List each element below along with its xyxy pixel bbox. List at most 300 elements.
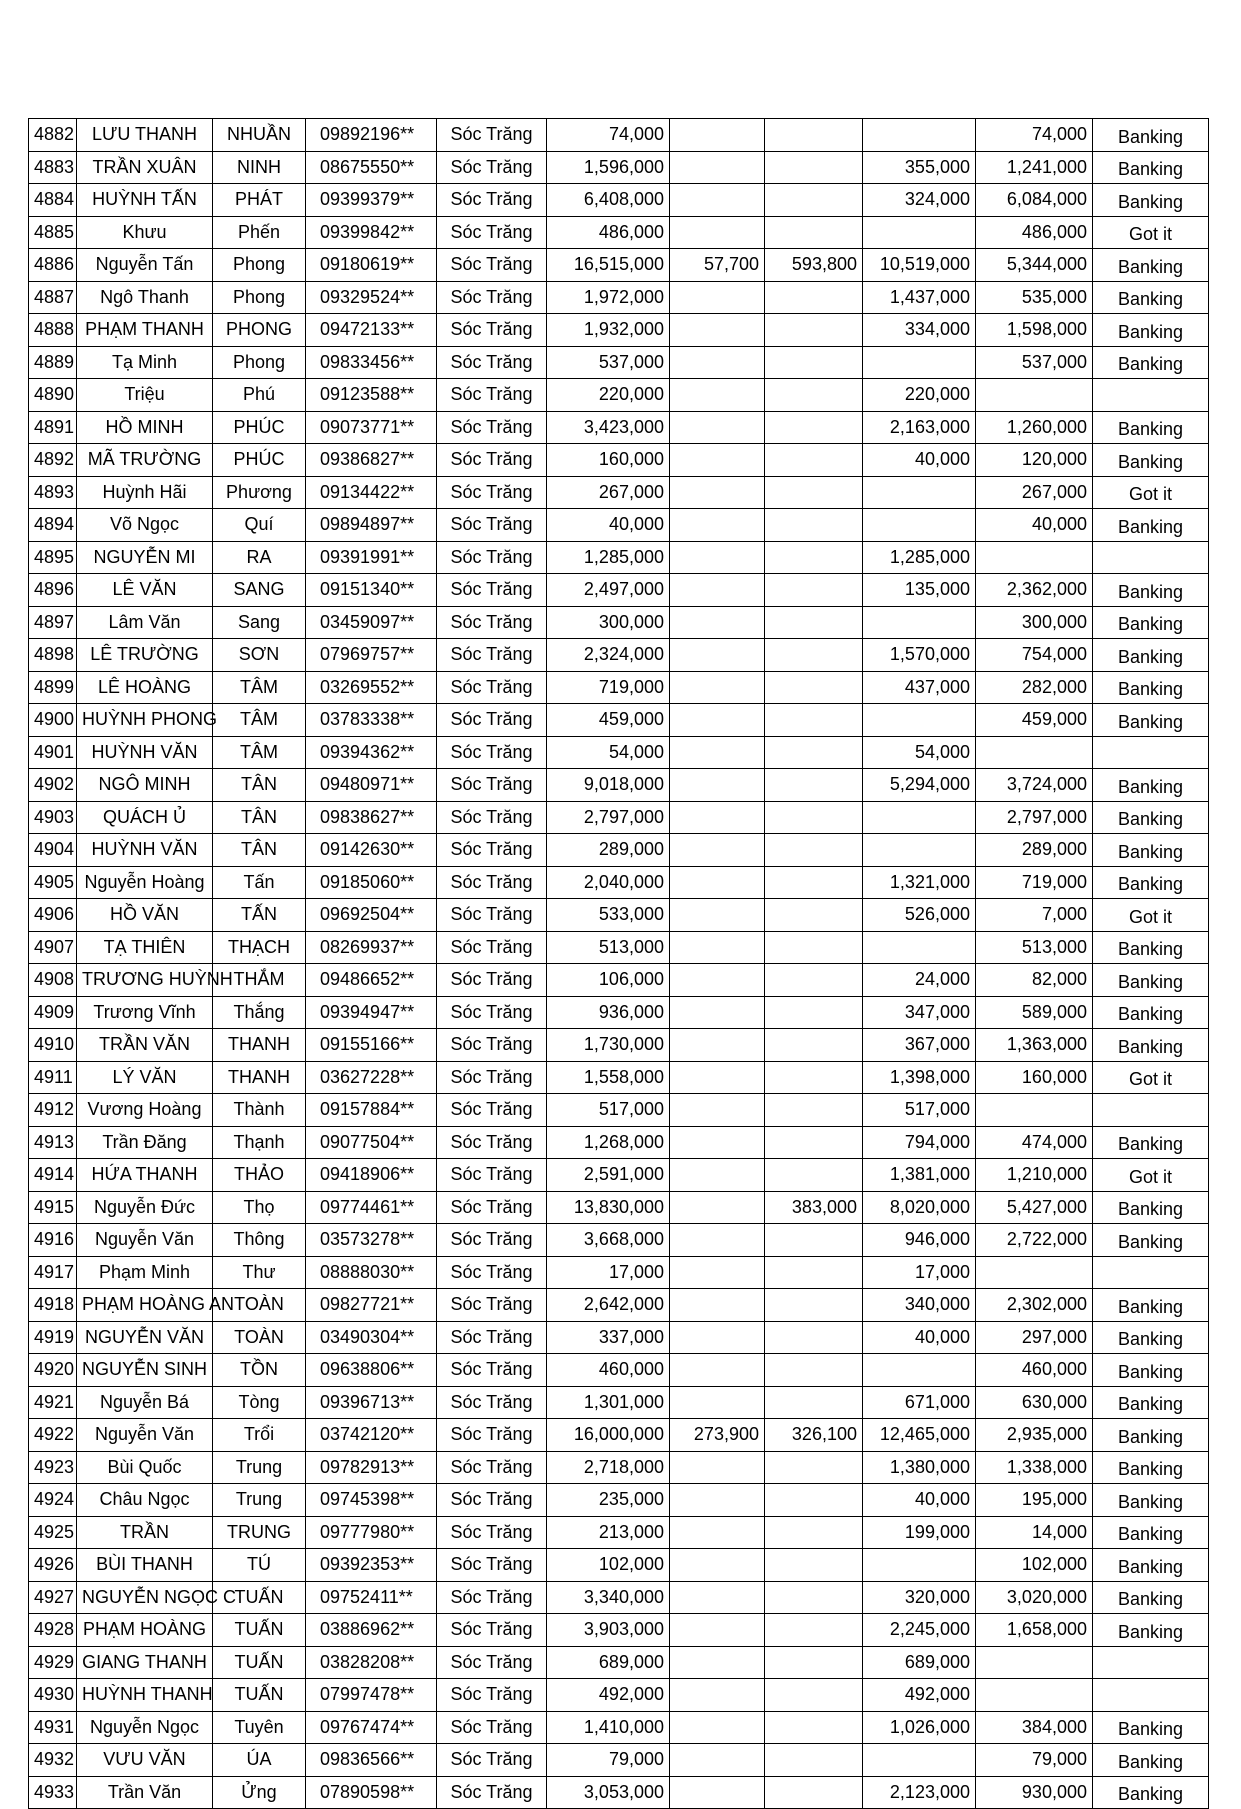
table-row (29, 931, 1209, 964)
given-name-cell: Thông (213, 1224, 306, 1257)
amount-col1-cell (670, 1321, 765, 1354)
amount-col1-cell (670, 1614, 765, 1647)
row-number-cell: 4891 (29, 411, 77, 444)
amount-col1-cell (670, 346, 765, 379)
payment-method-cell: Banking (1093, 249, 1209, 282)
amount-col3-cell: 40,000 (863, 1321, 976, 1354)
payment-method-cell: Banking (1093, 801, 1209, 834)
amount-col3-cell: 220,000 (863, 379, 976, 412)
amount-col3-cell: 1,437,000 (863, 281, 976, 314)
province-cell: Sóc Trăng (437, 1256, 547, 1289)
surname-cell: HUỲNH VĂN (77, 834, 213, 867)
payment-method-cell: Banking (1093, 1029, 1209, 1062)
payment-method-cell: Banking (1093, 1354, 1209, 1387)
amount-col4-cell: 300,000 (976, 606, 1093, 639)
table-row (29, 639, 1209, 672)
total-amount-cell: 17,000 (547, 1256, 670, 1289)
given-name-cell: NHUẦN (213, 119, 306, 152)
province-cell: Sóc Trăng (437, 899, 547, 932)
amount-col1-cell (670, 281, 765, 314)
row-number-cell: 4896 (29, 574, 77, 607)
surname-cell: Trần Đăng (77, 1126, 213, 1159)
amount-col1-cell (670, 151, 765, 184)
province-cell: Sóc Trăng (437, 1614, 547, 1647)
row-number-cell: 4915 (29, 1191, 77, 1224)
given-name-cell: TÚ (213, 1549, 306, 1582)
given-name-cell: Trổi (213, 1419, 306, 1452)
total-amount-cell: 235,000 (547, 1484, 670, 1517)
payment-method-cell: Got it (1093, 216, 1209, 249)
amount-col4-cell: 535,000 (976, 281, 1093, 314)
amount-col2-cell (765, 1679, 863, 1712)
phone-cell: 08269937** (306, 931, 437, 964)
amount-col1-cell (670, 314, 765, 347)
province-cell: Sóc Trăng (437, 801, 547, 834)
given-name-cell: TÂM (213, 704, 306, 737)
phone-cell: 08888030** (306, 1256, 437, 1289)
province-cell: Sóc Trăng (437, 769, 547, 802)
phone-cell: 09838627** (306, 801, 437, 834)
province-cell: Sóc Trăng (437, 1224, 547, 1257)
province-cell: Sóc Trăng (437, 1451, 547, 1484)
amount-col2-cell (765, 671, 863, 704)
given-name-cell: Phương (213, 476, 306, 509)
payment-table (28, 118, 1209, 1809)
total-amount-cell: 3,423,000 (547, 411, 670, 444)
phone-cell: 09134422** (306, 476, 437, 509)
amount-col1-cell (670, 1744, 765, 1777)
province-cell: Sóc Trăng (437, 574, 547, 607)
payment-method-cell: Banking (1093, 509, 1209, 542)
amount-col3-cell: 8,020,000 (863, 1191, 976, 1224)
given-name-cell: Tuyên (213, 1711, 306, 1744)
amount-col4-cell (976, 1256, 1093, 1289)
total-amount-cell: 74,000 (547, 119, 670, 152)
row-number-cell: 4899 (29, 671, 77, 704)
amount-col2-cell (765, 281, 863, 314)
table-row (29, 1126, 1209, 1159)
amount-col2-cell (765, 1126, 863, 1159)
table-row (29, 1029, 1209, 1062)
amount-col3-cell: 1,570,000 (863, 639, 976, 672)
amount-col2-cell (765, 574, 863, 607)
phone-cell: 09752411** (306, 1581, 437, 1614)
amount-col3-cell: 1,285,000 (863, 541, 976, 574)
amount-col1-cell (670, 899, 765, 932)
payment-method-cell (1093, 1094, 1209, 1127)
total-amount-cell: 220,000 (547, 379, 670, 412)
row-number-cell: 4923 (29, 1451, 77, 1484)
amount-col2-cell (765, 1321, 863, 1354)
given-name-cell: PHÁT (213, 184, 306, 217)
amount-col2-cell (765, 1614, 863, 1647)
payment-method-cell: Banking (1093, 1321, 1209, 1354)
payment-method-cell: Banking (1093, 834, 1209, 867)
row-number-cell: 4912 (29, 1094, 77, 1127)
amount-col3-cell: 1,026,000 (863, 1711, 976, 1744)
surname-cell: Nguyễn Ngọc (77, 1711, 213, 1744)
amount-col4-cell: 102,000 (976, 1549, 1093, 1582)
amount-col1-cell (670, 1679, 765, 1712)
amount-col3-cell: 1,380,000 (863, 1451, 976, 1484)
province-cell: Sóc Trăng (437, 444, 547, 477)
total-amount-cell: 102,000 (547, 1549, 670, 1582)
phone-cell: 09892196** (306, 119, 437, 152)
phone-cell: 09180619** (306, 249, 437, 282)
province-cell: Sóc Trăng (437, 1386, 547, 1419)
row-number-cell: 4931 (29, 1711, 77, 1744)
payment-method-cell: Banking (1093, 346, 1209, 379)
total-amount-cell: 492,000 (547, 1679, 670, 1712)
amount-col1-cell (670, 476, 765, 509)
amount-col1-cell (670, 1516, 765, 1549)
table-row (29, 1679, 1209, 1712)
amount-col2-cell (765, 1744, 863, 1777)
payment-method-cell: Banking (1093, 1744, 1209, 1777)
phone-cell: 09480971** (306, 769, 437, 802)
amount-col2-cell: 326,100 (765, 1419, 863, 1452)
phone-cell: 09777980** (306, 1516, 437, 1549)
amount-col4-cell: 930,000 (976, 1776, 1093, 1809)
phone-cell: 09394362** (306, 736, 437, 769)
total-amount-cell: 486,000 (547, 216, 670, 249)
province-cell: Sóc Trăng (437, 314, 547, 347)
surname-cell: HUỲNH TẤN (77, 184, 213, 217)
amount-col4-cell: 3,724,000 (976, 769, 1093, 802)
row-number-cell: 4904 (29, 834, 77, 867)
province-cell: Sóc Trăng (437, 1711, 547, 1744)
amount-col4-cell: 2,302,000 (976, 1289, 1093, 1322)
phone-cell: 09399379** (306, 184, 437, 217)
province-cell: Sóc Trăng (437, 606, 547, 639)
amount-col3-cell (863, 704, 976, 737)
table-row (29, 314, 1209, 347)
amount-col4-cell: 79,000 (976, 1744, 1093, 1777)
amount-col2-cell (765, 1646, 863, 1679)
amount-col4-cell: 195,000 (976, 1484, 1093, 1517)
given-name-cell: Trung (213, 1484, 306, 1517)
amount-col1-cell: 273,900 (670, 1419, 765, 1452)
total-amount-cell: 1,558,000 (547, 1061, 670, 1094)
amount-col4-cell: 460,000 (976, 1354, 1093, 1387)
province-cell: Sóc Trăng (437, 704, 547, 737)
surname-cell: Khưu (77, 216, 213, 249)
row-number-cell: 4910 (29, 1029, 77, 1062)
amount-col4-cell: 289,000 (976, 834, 1093, 867)
province-cell: Sóc Trăng (437, 834, 547, 867)
surname-cell: TRẦN XUÂN (77, 151, 213, 184)
amount-col1-cell (670, 1646, 765, 1679)
amount-col3-cell (863, 346, 976, 379)
given-name-cell: SANG (213, 574, 306, 607)
total-amount-cell: 1,972,000 (547, 281, 670, 314)
amount-col3-cell: 1,381,000 (863, 1159, 976, 1192)
phone-cell: 09774461** (306, 1191, 437, 1224)
amount-col4-cell: 384,000 (976, 1711, 1093, 1744)
surname-cell: TRẦN (77, 1516, 213, 1549)
amount-col2-cell (765, 639, 863, 672)
amount-col3-cell (863, 834, 976, 867)
phone-cell: 03828208** (306, 1646, 437, 1679)
amount-col3-cell: 199,000 (863, 1516, 976, 1549)
surname-cell: TẠ THIÊN (77, 931, 213, 964)
row-number-cell: 4909 (29, 996, 77, 1029)
payment-method-cell: Banking (1093, 574, 1209, 607)
province-cell: Sóc Trăng (437, 1191, 547, 1224)
row-number-cell: 4932 (29, 1744, 77, 1777)
total-amount-cell: 106,000 (547, 964, 670, 997)
amount-col4-cell: 5,427,000 (976, 1191, 1093, 1224)
surname-cell: LÊ VĂN (77, 574, 213, 607)
given-name-cell: TÂN (213, 769, 306, 802)
payment-method-cell: Banking (1093, 996, 1209, 1029)
amount-col2-cell (765, 119, 863, 152)
surname-cell: TRƯƠNG HUỲNH (77, 964, 213, 997)
amount-col4-cell: 754,000 (976, 639, 1093, 672)
total-amount-cell: 513,000 (547, 931, 670, 964)
phone-cell: 09329524** (306, 281, 437, 314)
row-number-cell: 4920 (29, 1354, 77, 1387)
amount-col2-cell (765, 1776, 863, 1809)
table-row (29, 1256, 1209, 1289)
surname-cell: Trần Văn (77, 1776, 213, 1809)
table-row (29, 1224, 1209, 1257)
given-name-cell: TRUNG (213, 1516, 306, 1549)
payment-method-cell: Banking (1093, 151, 1209, 184)
row-number-cell: 4905 (29, 866, 77, 899)
row-number-cell: 4925 (29, 1516, 77, 1549)
payment-method-cell: Banking (1093, 1126, 1209, 1159)
payment-method-cell: Banking (1093, 639, 1209, 672)
amount-col4-cell: 513,000 (976, 931, 1093, 964)
row-number-cell: 4900 (29, 704, 77, 737)
phone-cell: 07997478** (306, 1679, 437, 1712)
province-cell: Sóc Trăng (437, 964, 547, 997)
given-name-cell: Tòng (213, 1386, 306, 1419)
given-name-cell: Phong (213, 346, 306, 379)
province-cell: Sóc Trăng (437, 1126, 547, 1159)
table-row (29, 1776, 1209, 1809)
amount-col3-cell (863, 476, 976, 509)
amount-col4-cell (976, 1094, 1093, 1127)
amount-col1-cell (670, 996, 765, 1029)
given-name-cell: PHONG (213, 314, 306, 347)
payment-method-cell: Got it (1093, 899, 1209, 932)
table-row (29, 184, 1209, 217)
payment-method-cell (1093, 1679, 1209, 1712)
province-cell: Sóc Trăng (437, 866, 547, 899)
given-name-cell: Thọ (213, 1191, 306, 1224)
amount-col2-cell (765, 704, 863, 737)
table-row (29, 1549, 1209, 1582)
amount-col2-cell (765, 314, 863, 347)
surname-cell: HUỲNH PHONG (77, 704, 213, 737)
amount-col2-cell (765, 964, 863, 997)
amount-col4-cell: 630,000 (976, 1386, 1093, 1419)
province-cell: Sóc Trăng (437, 541, 547, 574)
amount-col4-cell: 459,000 (976, 704, 1093, 737)
surname-cell: Trương Vĩnh (77, 996, 213, 1029)
payment-method-cell: Banking (1093, 184, 1209, 217)
province-cell: Sóc Trăng (437, 119, 547, 152)
given-name-cell: TOÀN (213, 1321, 306, 1354)
amount-col3-cell: 135,000 (863, 574, 976, 607)
surname-cell: LÊ TRƯỜNG (77, 639, 213, 672)
payment-method-cell: Banking (1093, 119, 1209, 152)
surname-cell: Nguyễn Văn (77, 1419, 213, 1452)
province-cell: Sóc Trăng (437, 509, 547, 542)
row-number-cell: 4933 (29, 1776, 77, 1809)
given-name-cell: Quí (213, 509, 306, 542)
amount-col3-cell (863, 119, 976, 152)
amount-col4-cell: 2,722,000 (976, 1224, 1093, 1257)
amount-col2-cell (765, 444, 863, 477)
given-name-cell: THANH (213, 1029, 306, 1062)
surname-cell: Tạ Minh (77, 346, 213, 379)
payment-method-cell: Banking (1093, 866, 1209, 899)
province-cell: Sóc Trăng (437, 1419, 547, 1452)
amount-col3-cell: 10,519,000 (863, 249, 976, 282)
table-row (29, 541, 1209, 574)
table-row (29, 801, 1209, 834)
amount-col1-cell (670, 1581, 765, 1614)
surname-cell: HỒ VĂN (77, 899, 213, 932)
row-number-cell: 4908 (29, 964, 77, 997)
amount-col2-cell (765, 379, 863, 412)
amount-col4-cell: 1,241,000 (976, 151, 1093, 184)
given-name-cell: RA (213, 541, 306, 574)
phone-cell: 09073771** (306, 411, 437, 444)
amount-col4-cell: 74,000 (976, 119, 1093, 152)
given-name-cell: TÂM (213, 736, 306, 769)
total-amount-cell: 9,018,000 (547, 769, 670, 802)
table-row (29, 866, 1209, 899)
amount-col3-cell (863, 801, 976, 834)
amount-col1-cell (670, 801, 765, 834)
given-name-cell: TÂN (213, 834, 306, 867)
province-cell: Sóc Trăng (437, 1321, 547, 1354)
amount-col4-cell: 2,935,000 (976, 1419, 1093, 1452)
payment-method-cell (1093, 736, 1209, 769)
table-row (29, 1191, 1209, 1224)
surname-cell: Lâm Văn (77, 606, 213, 639)
amount-col1-cell (670, 119, 765, 152)
total-amount-cell: 460,000 (547, 1354, 670, 1387)
surname-cell: Phạm Minh (77, 1256, 213, 1289)
table-row (29, 1581, 1209, 1614)
amount-col1-cell (670, 1094, 765, 1127)
row-number-cell: 4921 (29, 1386, 77, 1419)
amount-col3-cell: 367,000 (863, 1029, 976, 1062)
table-row (29, 444, 1209, 477)
amount-col3-cell: 517,000 (863, 1094, 976, 1127)
amount-col3-cell: 24,000 (863, 964, 976, 997)
row-number-cell: 4922 (29, 1419, 77, 1452)
province-cell: Sóc Trăng (437, 1061, 547, 1094)
province-cell: Sóc Trăng (437, 1549, 547, 1582)
amount-col4-cell: 160,000 (976, 1061, 1093, 1094)
amount-col4-cell: 719,000 (976, 866, 1093, 899)
phone-cell: 09155166** (306, 1029, 437, 1062)
surname-cell: MÃ TRƯỜNG (77, 444, 213, 477)
phone-cell: 09767474** (306, 1711, 437, 1744)
phone-cell: 09185060** (306, 866, 437, 899)
amount-col4-cell: 14,000 (976, 1516, 1093, 1549)
given-name-cell: Phú (213, 379, 306, 412)
total-amount-cell: 2,797,000 (547, 801, 670, 834)
given-name-cell: Thạnh (213, 1126, 306, 1159)
surname-cell: NGÔ MINH (77, 769, 213, 802)
row-number-cell: 4906 (29, 899, 77, 932)
province-cell: Sóc Trăng (437, 1289, 547, 1322)
amount-col2-cell (765, 1159, 863, 1192)
amount-col1-cell (670, 736, 765, 769)
amount-col1-cell (670, 216, 765, 249)
total-amount-cell: 2,591,000 (547, 1159, 670, 1192)
phone-cell: 09399842** (306, 216, 437, 249)
amount-col1-cell (670, 1159, 765, 1192)
payment-method-cell: Banking (1093, 1451, 1209, 1484)
surname-cell: Nguyễn Tấn (77, 249, 213, 282)
amount-col4-cell: 40,000 (976, 509, 1093, 542)
amount-col3-cell (863, 1549, 976, 1582)
table-row (29, 996, 1209, 1029)
row-number-cell: 4902 (29, 769, 77, 802)
phone-cell: 07969757** (306, 639, 437, 672)
table-row (29, 769, 1209, 802)
amount-col4-cell: 267,000 (976, 476, 1093, 509)
surname-cell: HUỲNH VĂN (77, 736, 213, 769)
given-name-cell: Phong (213, 281, 306, 314)
total-amount-cell: 16,000,000 (547, 1419, 670, 1452)
amount-col1-cell: 57,700 (670, 249, 765, 282)
row-number-cell: 4930 (29, 1679, 77, 1712)
table-row (29, 899, 1209, 932)
table-row (29, 1744, 1209, 1777)
amount-col4-cell (976, 1679, 1093, 1712)
amount-col1-cell (670, 541, 765, 574)
given-name-cell: TUẤN (213, 1679, 306, 1712)
row-number-cell: 4917 (29, 1256, 77, 1289)
amount-col2-cell (765, 216, 863, 249)
total-amount-cell: 213,000 (547, 1516, 670, 1549)
amount-col1-cell (670, 574, 765, 607)
payment-method-cell: Banking (1093, 1289, 1209, 1322)
given-name-cell: TÂN (213, 801, 306, 834)
row-number-cell: 4897 (29, 606, 77, 639)
payment-method-cell: Banking (1093, 606, 1209, 639)
amount-col4-cell (976, 379, 1093, 412)
phone-cell: 03490304** (306, 1321, 437, 1354)
surname-cell: HUỲNH THANH (77, 1679, 213, 1712)
amount-col4-cell (976, 1646, 1093, 1679)
row-number-cell: 4913 (29, 1126, 77, 1159)
total-amount-cell: 537,000 (547, 346, 670, 379)
row-number-cell: 4903 (29, 801, 77, 834)
payment-method-cell: Banking (1093, 769, 1209, 802)
phone-cell: 03269552** (306, 671, 437, 704)
table-row (29, 1061, 1209, 1094)
province-cell: Sóc Trăng (437, 281, 547, 314)
amount-col3-cell: 320,000 (863, 1581, 976, 1614)
province-cell: Sóc Trăng (437, 151, 547, 184)
total-amount-cell: 2,324,000 (547, 639, 670, 672)
table-row (29, 249, 1209, 282)
row-number-cell: 4895 (29, 541, 77, 574)
amount-col3-cell: 1,398,000 (863, 1061, 976, 1094)
payment-method-cell: Got it (1093, 1061, 1209, 1094)
amount-col1-cell (670, 1776, 765, 1809)
